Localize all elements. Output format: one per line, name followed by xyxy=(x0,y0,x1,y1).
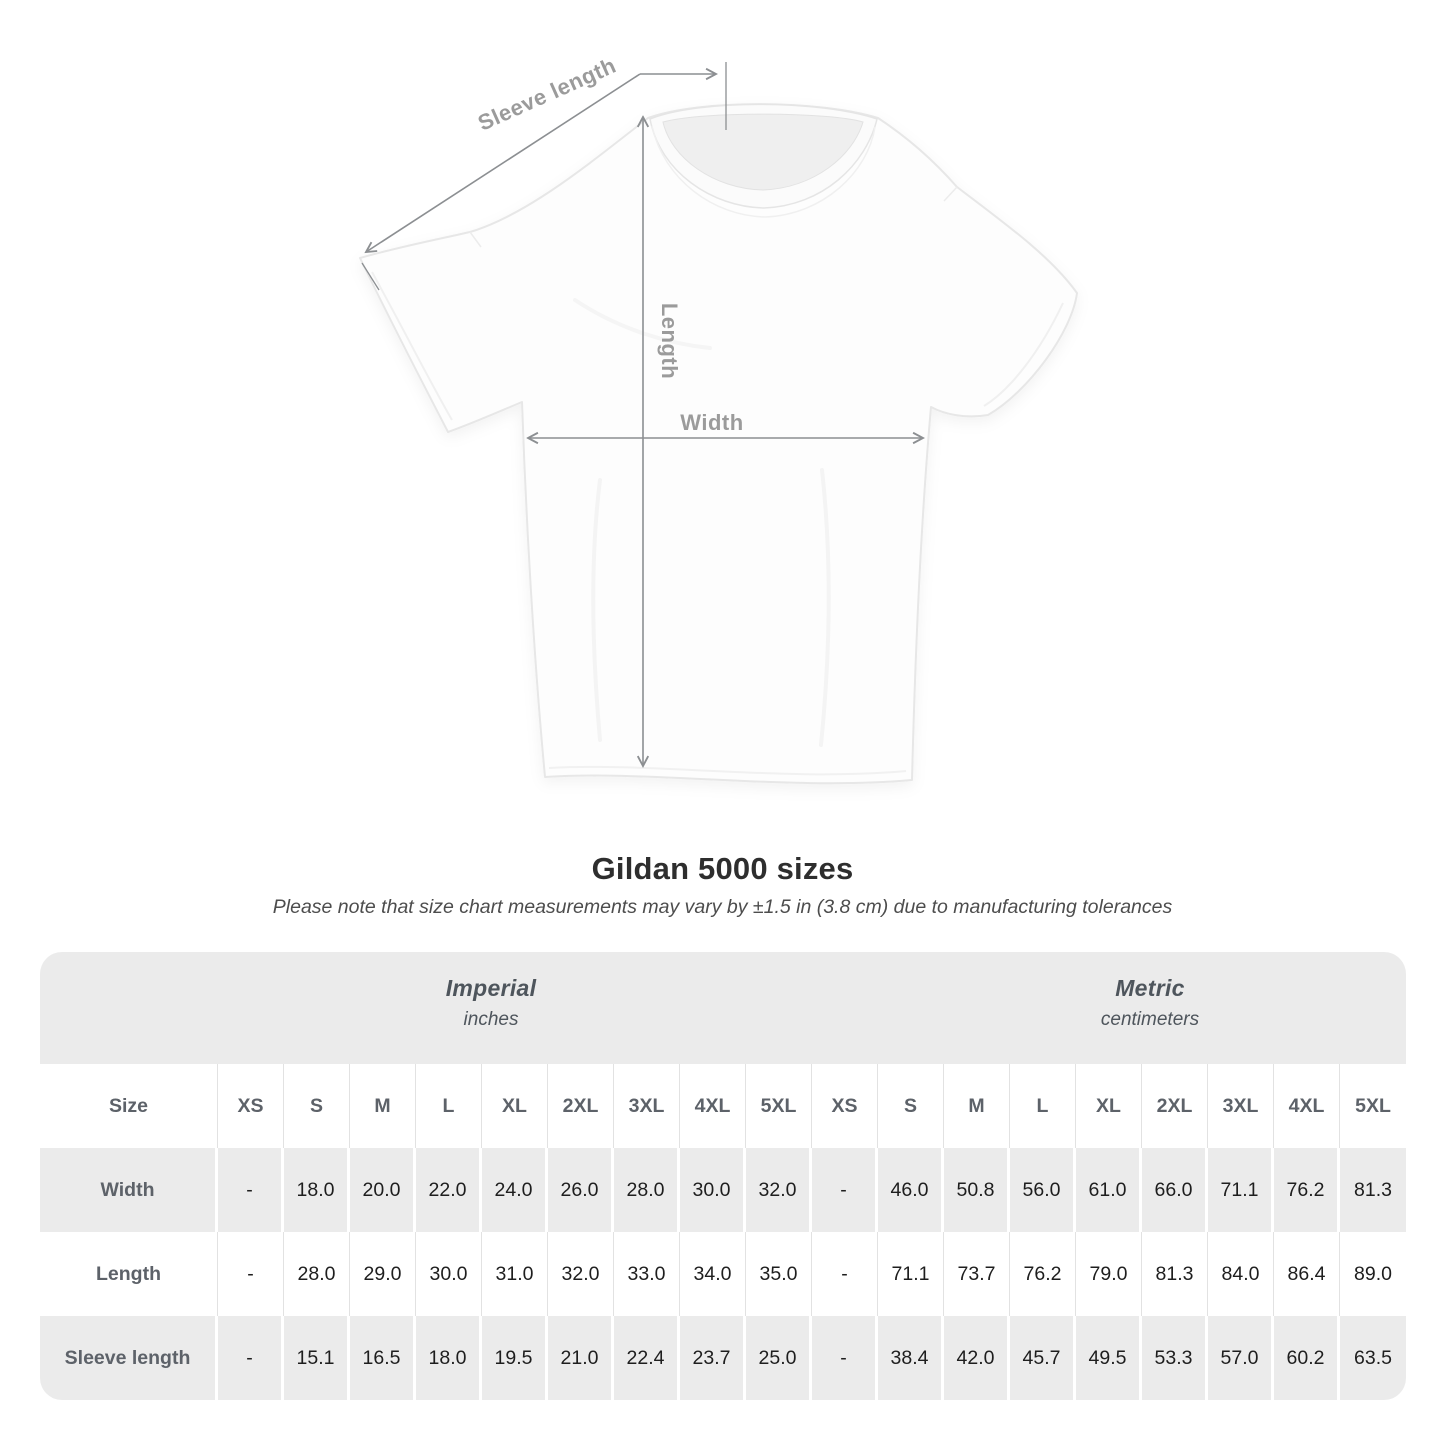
value-cell: 35.0 xyxy=(746,1232,812,1316)
width-label: Width xyxy=(680,410,744,435)
header-cell: L xyxy=(416,1064,482,1148)
header-cell: 3XL xyxy=(614,1064,680,1148)
header-cell: M xyxy=(350,1064,416,1148)
size-column-header: Size xyxy=(40,1064,218,1148)
header-cell: 2XL xyxy=(1142,1064,1208,1148)
value-cell: - xyxy=(218,1316,284,1400)
header-cell: 4XL xyxy=(1274,1064,1340,1148)
size-table xyxy=(40,952,1406,1400)
value-cell: 86.4 xyxy=(1274,1232,1340,1316)
value-cell: 84.0 xyxy=(1208,1232,1274,1316)
page-title: Gildan 5000 sizes xyxy=(591,851,854,886)
row-label: Sleeve length xyxy=(40,1316,218,1400)
imperial-label: Imperial xyxy=(445,975,537,1001)
unit-group-metric xyxy=(1020,952,1280,1064)
header-row xyxy=(40,1064,1406,1148)
table-row-sleeve-length xyxy=(40,1316,1406,1400)
value-cell: 61.0 xyxy=(1076,1148,1142,1232)
unit-group-imperial xyxy=(361,952,621,1064)
value-cell: 18.0 xyxy=(416,1316,482,1400)
value-cell: 38.4 xyxy=(878,1316,944,1400)
value-cell: 46.0 xyxy=(878,1148,944,1232)
value-cell: 26.0 xyxy=(548,1148,614,1232)
header-cell: 5XL xyxy=(1340,1064,1406,1148)
value-cell: 79.0 xyxy=(1076,1232,1142,1316)
value-cell: 42.0 xyxy=(944,1316,1010,1400)
header-cell: XS xyxy=(812,1064,878,1148)
value-cell: - xyxy=(812,1148,878,1232)
value-cell: 71.1 xyxy=(1208,1148,1274,1232)
header-cell: S xyxy=(878,1064,944,1148)
header-cell: M xyxy=(944,1064,1010,1148)
header-cell: XS xyxy=(218,1064,284,1148)
imperial-sublabel: inches xyxy=(463,1009,519,1030)
value-cell: 15.1 xyxy=(284,1316,350,1400)
value-cell: 22.0 xyxy=(416,1148,482,1232)
header-cell: XL xyxy=(482,1064,548,1148)
value-cell: - xyxy=(218,1232,284,1316)
header-cell: S xyxy=(284,1064,350,1148)
header-cell: XL xyxy=(1076,1064,1142,1148)
sleeve-length-label: Sleeve length xyxy=(474,52,620,136)
value-cell: 24.0 xyxy=(482,1148,548,1232)
row-label: Length xyxy=(40,1232,218,1316)
header-cell: 4XL xyxy=(680,1064,746,1148)
metric-sublabel: centimeters xyxy=(1100,1009,1200,1030)
value-cell: - xyxy=(218,1148,284,1232)
value-cell: 81.3 xyxy=(1340,1148,1406,1232)
value-cell: 76.2 xyxy=(1010,1232,1076,1316)
table-row-width xyxy=(40,1148,1406,1232)
value-cell: 50.8 xyxy=(944,1148,1010,1232)
value-cell: 28.0 xyxy=(614,1148,680,1232)
value-cell: 33.0 xyxy=(614,1232,680,1316)
value-cell: 23.7 xyxy=(680,1316,746,1400)
value-cell: 16.5 xyxy=(350,1316,416,1400)
value-cell: 71.1 xyxy=(878,1232,944,1316)
value-cell: 18.0 xyxy=(284,1148,350,1232)
value-cell: 76.2 xyxy=(1274,1148,1340,1232)
metric-label: Metric xyxy=(1115,975,1185,1001)
value-cell: 53.3 xyxy=(1142,1316,1208,1400)
value-cell: - xyxy=(812,1232,878,1316)
value-cell: 30.0 xyxy=(416,1232,482,1316)
value-cell: 66.0 xyxy=(1142,1148,1208,1232)
value-cell: 32.0 xyxy=(548,1232,614,1316)
value-cell: 57.0 xyxy=(1208,1316,1274,1400)
value-cell: 49.5 xyxy=(1076,1316,1142,1400)
value-cell: 19.5 xyxy=(482,1316,548,1400)
value-cell: 21.0 xyxy=(548,1316,614,1400)
value-cell: 29.0 xyxy=(350,1232,416,1316)
value-cell: 31.0 xyxy=(482,1232,548,1316)
value-cell: 28.0 xyxy=(284,1232,350,1316)
value-cell: 25.0 xyxy=(746,1316,812,1400)
value-cell: 30.0 xyxy=(680,1148,746,1232)
value-cell: - xyxy=(812,1316,878,1400)
header-cell: L xyxy=(1010,1064,1076,1148)
value-cell: 73.7 xyxy=(944,1232,1010,1316)
header-cell: 5XL xyxy=(746,1064,812,1148)
table-row-length xyxy=(40,1232,1406,1316)
value-cell: 63.5 xyxy=(1340,1316,1406,1400)
value-cell: 89.0 xyxy=(1340,1232,1406,1316)
row-label: Width xyxy=(40,1148,218,1232)
value-cell: 60.2 xyxy=(1274,1316,1340,1400)
value-cell: 45.7 xyxy=(1010,1316,1076,1400)
value-cell: 81.3 xyxy=(1142,1232,1208,1316)
unit-band xyxy=(40,952,1406,1064)
header-cell: 3XL xyxy=(1208,1064,1274,1148)
value-cell: 22.4 xyxy=(614,1316,680,1400)
value-cell: 56.0 xyxy=(1010,1148,1076,1232)
header-cell: 2XL xyxy=(548,1064,614,1148)
value-cell: 32.0 xyxy=(746,1148,812,1232)
page-subtitle: Please note that size chart measurements may vary by ±1.5 in (3.8 cm) due to manufacturing tolerances xyxy=(272,896,1173,918)
length-label: Length xyxy=(657,302,682,380)
value-cell: 34.0 xyxy=(680,1232,746,1316)
tshirt xyxy=(360,104,1077,783)
value-cell: 20.0 xyxy=(350,1148,416,1232)
